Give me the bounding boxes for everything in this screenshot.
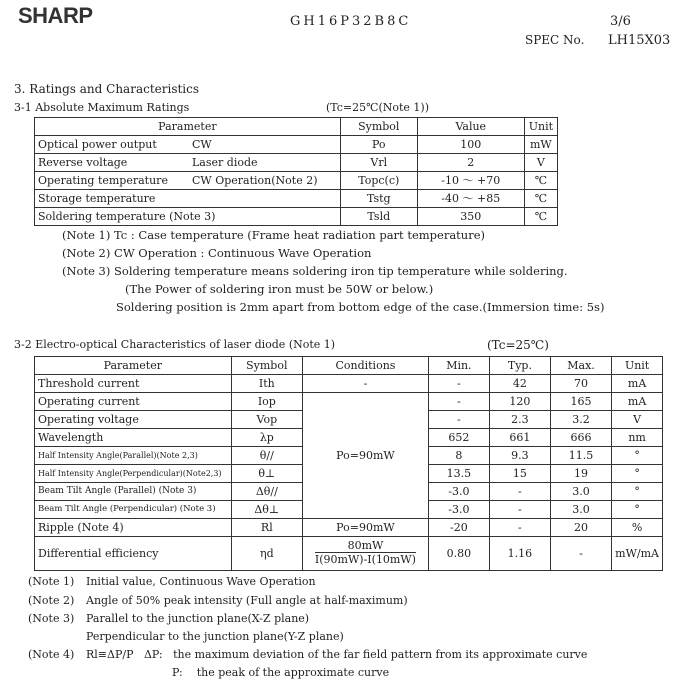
- cell-typ: 2.3: [489, 411, 550, 429]
- cell-typ: 661: [489, 429, 550, 447]
- cell-typ: -: [489, 483, 550, 501]
- cell-symbol: Iop: [231, 393, 302, 411]
- cell-unit: V: [612, 411, 663, 429]
- cell-param: Half Intensity Angle(Perpendicular)(Note2,3): [35, 465, 232, 483]
- cell-max: 19: [550, 465, 611, 483]
- cell-param: Operating current: [35, 393, 232, 411]
- cell-unit: ℃: [524, 208, 557, 226]
- cell-unit: °: [612, 465, 663, 483]
- cell-value: -10 ～ +70: [417, 172, 524, 190]
- cell-cond: [189, 190, 340, 208]
- cell-symbol: λp: [231, 429, 302, 447]
- cell-typ: 42: [489, 375, 550, 393]
- cell-cond: CW: [189, 136, 340, 154]
- header-parameter: Parameter: [35, 118, 341, 136]
- table-row: [35, 136, 558, 154]
- cell-param: Operating temperature: [35, 172, 190, 190]
- cell-value: -40 ～ +85: [417, 190, 524, 208]
- electro-condition: (Tc=25℃): [487, 338, 549, 352]
- header-min: Min.: [428, 357, 489, 375]
- cell-symbol: Topc(c): [340, 172, 417, 190]
- cell-max: 3.0: [550, 483, 611, 501]
- header-value: Value: [417, 118, 524, 136]
- table-row: [35, 393, 663, 411]
- cell-unit: °: [612, 501, 663, 519]
- cell-cond-fraction: [303, 537, 429, 571]
- spec-number: LH15X03: [608, 33, 671, 48]
- table-row: [35, 172, 558, 190]
- cell-min: 8: [428, 447, 489, 465]
- cell-max: 3.2: [550, 411, 611, 429]
- cell-unit: nm: [612, 429, 663, 447]
- table-header-row: [35, 357, 663, 375]
- cell-symbol: Rl: [231, 519, 302, 537]
- electro-note-4-label: (Note 4): [28, 648, 75, 661]
- cell-symbol: Δθ⊥: [231, 501, 302, 519]
- cell-param: Soldering temperature (Note 3): [35, 208, 341, 226]
- electro-note-3-label: (Note 3): [28, 612, 75, 625]
- document-number: GH16P32B8C: [290, 14, 412, 29]
- sharp-logo: SHARP: [18, 3, 93, 28]
- table-header-row: [35, 118, 558, 136]
- table-row: [35, 154, 558, 172]
- cell-min: 13.5: [428, 465, 489, 483]
- cell-symbol: Tstg: [340, 190, 417, 208]
- cell-symbol: Vop: [231, 411, 302, 429]
- abs-max-table: [34, 117, 558, 226]
- cell-unit: mW: [524, 136, 557, 154]
- cell-param: Wavelength: [35, 429, 232, 447]
- page-number: 3/6: [610, 14, 631, 29]
- header-unit: Unit: [524, 118, 557, 136]
- abs-note-2: (Note 2) CW Operation : Continuous Wave Operation: [62, 246, 372, 260]
- table-row: [35, 208, 558, 226]
- header-max: Max.: [550, 357, 611, 375]
- fraction-numerator: 80mW: [315, 539, 416, 553]
- cell-unit: %: [612, 519, 663, 537]
- cell-unit: mA: [612, 393, 663, 411]
- cell-value: 350: [417, 208, 524, 226]
- table-row: [35, 537, 663, 571]
- cell-cond: Laser diode: [189, 154, 340, 172]
- cell-param: Half Intensity Angle(Parallel)(Note 2,3): [35, 447, 232, 465]
- abs-note-3: (Note 3) Soldering temperature means soldering iron tip temperature while soldering.: [62, 264, 568, 278]
- cell-symbol: Ith: [231, 375, 302, 393]
- fraction: [315, 539, 416, 566]
- fraction-denominator: I(90mW)-I(10mW): [314, 553, 416, 566]
- cell-symbol: Vrl: [340, 154, 417, 172]
- cell-value: 100: [417, 136, 524, 154]
- cell-typ: -: [489, 519, 550, 537]
- header-symbol: Symbol: [340, 118, 417, 136]
- table-row: [35, 190, 558, 208]
- cell-max: 165: [550, 393, 611, 411]
- cell-symbol: ηd: [231, 537, 302, 571]
- abs-note-3-power: (The Power of soldering iron must be 50W or below.): [125, 282, 434, 296]
- cell-symbol: Po: [340, 136, 417, 154]
- cell-max: 11.5: [550, 447, 611, 465]
- cell-max: 666: [550, 429, 611, 447]
- cell-unit: °: [612, 483, 663, 501]
- cell-param: Optical power output: [35, 136, 190, 154]
- cell-typ: 15: [489, 465, 550, 483]
- cell-param: Beam Tilt Angle (Parallel) (Note 3): [35, 483, 232, 501]
- cell-symbol: θ⊥: [231, 465, 302, 483]
- cell-param: Differential efficiency: [35, 537, 232, 571]
- cell-max: 20: [550, 519, 611, 537]
- electro-table: [34, 356, 663, 571]
- cell-min: 652: [428, 429, 489, 447]
- cell-param: Ripple (Note 4): [35, 519, 232, 537]
- electro-note-3-text: Parallel to the junction plane(X-Z plane): [86, 612, 310, 625]
- electro-note-1-label: (Note 1): [28, 575, 75, 588]
- header-symbol: Symbol: [231, 357, 302, 375]
- cell-cond: CW Operation(Note 2): [189, 172, 340, 190]
- cell-min: -: [428, 393, 489, 411]
- electro-note-4-text: Rl≡ΔP/P ΔP: the maximum deviation of the far field pattern from its approximate curve: [86, 648, 588, 661]
- cell-value: 2: [417, 154, 524, 172]
- section-title: 3. Ratings and Characteristics: [14, 82, 200, 96]
- cell-param: Threshold current: [35, 375, 232, 393]
- cell-min: -: [428, 375, 489, 393]
- header-typ: Typ.: [489, 357, 550, 375]
- cell-min: -3.0: [428, 501, 489, 519]
- cell-unit: mA: [612, 375, 663, 393]
- cell-unit: ℃: [524, 190, 557, 208]
- header-unit: Unit: [612, 357, 663, 375]
- cell-unit: ℃: [524, 172, 557, 190]
- cell-cond: -: [303, 375, 429, 393]
- cell-param: Beam Tilt Angle (Perpendicular) (Note 3): [35, 501, 232, 519]
- abs-max-title: 3-1 Absolute Maximum Ratings: [14, 101, 190, 114]
- electro-title: 3-2 Electro-optical Characteristics of laser diode (Note 1): [14, 338, 336, 351]
- header-conditions: Conditions: [303, 357, 429, 375]
- cell-unit: mW/mA: [612, 537, 663, 571]
- cell-symbol: Δθ//: [231, 483, 302, 501]
- electro-note-4b-text: P: the peak of the approximate curve: [172, 666, 390, 679]
- cell-max: 70: [550, 375, 611, 393]
- cell-min: -: [428, 411, 489, 429]
- electro-note-3b-text: Perpendicular to the junction plane(Y-Z plane): [86, 630, 344, 643]
- cell-symbol: θ//: [231, 447, 302, 465]
- cell-min: -3.0: [428, 483, 489, 501]
- electro-note-2-text: Angle of 50% peak intensity (Full angle at half-maximum): [86, 594, 408, 607]
- cell-cond-group: Po=90mW: [303, 393, 429, 519]
- cell-min: 0.80: [428, 537, 489, 571]
- cell-param: Storage temperature: [35, 190, 190, 208]
- cell-unit: V: [524, 154, 557, 172]
- cell-max: -: [550, 537, 611, 571]
- abs-note-1: (Note 1) Tc : Case temperature (Frame heat radiation part temperature): [62, 228, 486, 242]
- spec-label: SPEC No.: [525, 33, 585, 47]
- cell-typ: 120: [489, 393, 550, 411]
- cell-min: -20: [428, 519, 489, 537]
- electro-note-1-text: Initial value, Continuous Wave Operation: [86, 575, 316, 588]
- cell-max: 3.0: [550, 501, 611, 519]
- electro-note-2-label: (Note 2): [28, 594, 75, 607]
- cell-typ: 1.16: [489, 537, 550, 571]
- cell-param: Operating voltage: [35, 411, 232, 429]
- header-parameter: Parameter: [35, 357, 232, 375]
- table-row: [35, 375, 663, 393]
- cell-typ: 9.3: [489, 447, 550, 465]
- cell-unit: °: [612, 447, 663, 465]
- cell-typ: -: [489, 501, 550, 519]
- cell-symbol: Tsld: [340, 208, 417, 226]
- abs-max-condition: (Tc=25℃(Note 1)): [326, 101, 430, 114]
- table-row: [35, 519, 663, 537]
- cell-param: Reverse voltage: [35, 154, 190, 172]
- cell-cond: Po=90mW: [303, 519, 429, 537]
- abs-note-3-position: Soldering position is 2mm apart from bottom edge of the case.(Immersion time: 5s): [116, 300, 605, 314]
